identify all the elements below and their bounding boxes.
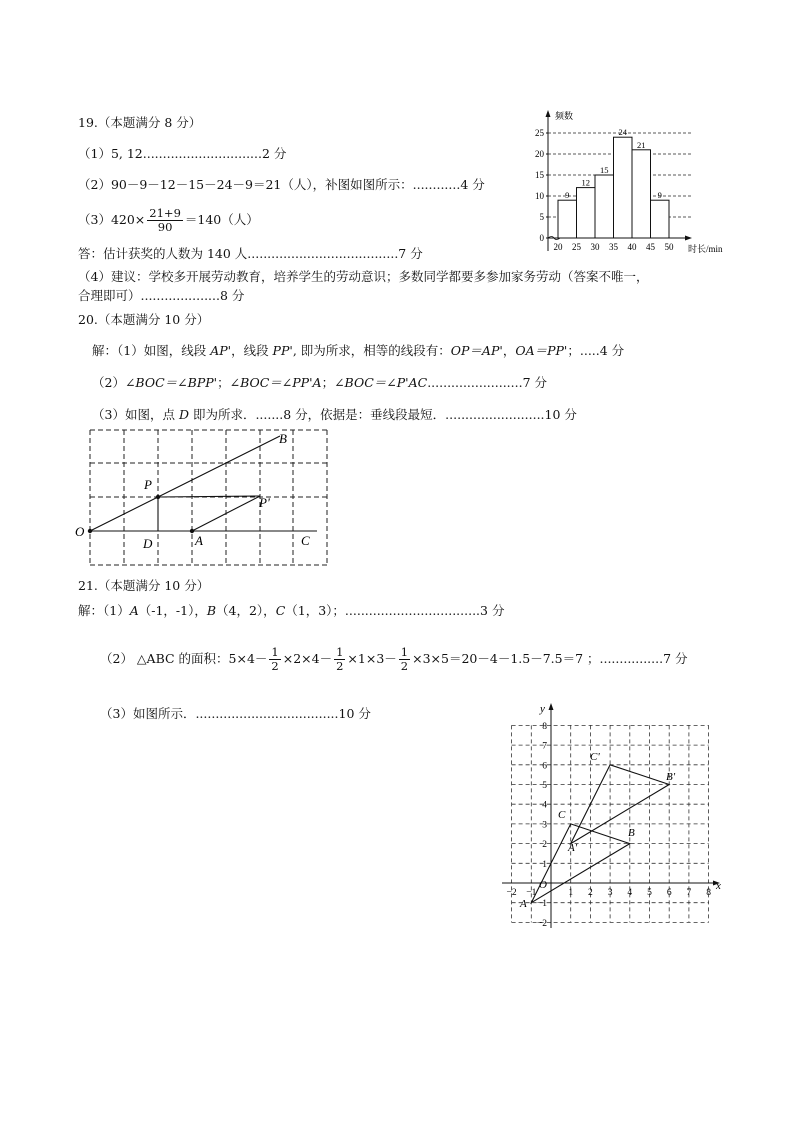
hist-x-tick-label: 45 <box>646 242 655 252</box>
coord-x-tick-label: 8 <box>706 888 711 898</box>
hist-x-tick-label: 40 <box>627 242 637 252</box>
q21-frac-3-num: 1 <box>400 645 409 659</box>
hist-bar-value-label: 9 <box>657 190 662 201</box>
q20-l1-i: ；.....4 分 <box>567 343 625 358</box>
q21-frac-2-den: 2 <box>336 659 344 673</box>
q20-dashed-grid <box>90 430 327 565</box>
coord-x-tick-label: −2 <box>506 888 517 898</box>
coord-y-tick-label: 4 <box>542 800 547 811</box>
q20-l1-c: ，线段 <box>231 343 273 358</box>
hist-x-tick-label: 25 <box>572 242 581 252</box>
q20-l1-g: ， <box>502 343 516 358</box>
q20-line-2 <box>92 375 547 391</box>
q20-l1-a: 解：（1）如图，线段 <box>92 343 211 358</box>
point-O <box>88 529 92 533</box>
q19-line-5: （4）建议：学校多开展劳动教育，培养学生的劳动意识；多数同学都要多参加家务劳动（答案不唯一， <box>78 269 649 284</box>
coord-x-tick-label: −1 <box>526 888 537 898</box>
label-B: B <box>279 431 287 446</box>
hist-bar <box>632 150 651 238</box>
q21-frac-3-den: 2 <box>400 659 409 673</box>
q21-l1-f: C <box>275 603 286 618</box>
coord-origin-label: O <box>539 879 547 891</box>
hist-x-tick-label: 20 <box>553 242 563 252</box>
hist-bar-value-label: 12 <box>581 177 590 188</box>
q21-l1-c: （-1，-1）， <box>138 603 207 618</box>
coord-y-tick-label: 7 <box>542 741 547 752</box>
coord-y-tick-label: 6 <box>542 761 547 772</box>
label-D: D <box>143 536 153 551</box>
q20-l3-b: D <box>178 407 189 422</box>
hist-bar <box>614 137 633 238</box>
q19-frac-num: 21+9 <box>149 206 181 220</box>
hist-y-label: 频数 <box>555 111 574 121</box>
coord-label-B: B <box>628 827 635 839</box>
q21-l2-a: （2） △ABC 的面积：5×4－ <box>100 651 268 666</box>
q19-line-1: （1）5, 12..............................2 分 <box>78 146 287 161</box>
q20-line-3 <box>92 407 577 423</box>
hist-bar-value-label: 21 <box>637 139 646 150</box>
q20-l3-c: 即为所求．.......8 分，依据是：垂线段最短．.........................10 分 <box>188 407 577 422</box>
hist-y-tick-label: 15 <box>535 170 544 180</box>
coord-label-C-prime: C' <box>590 751 600 763</box>
coord-y-label: y <box>540 703 545 715</box>
q20-l2-f: ∠BOC＝∠P'AC <box>334 375 428 390</box>
hist-y-tick-label: 10 <box>535 191 544 201</box>
coord-y-tick-label: 5 <box>542 781 547 791</box>
coord-x-tick-label: 5 <box>647 888 652 898</box>
hist-bar-value-label: 15 <box>600 165 609 175</box>
coord-x-tick-label: 6 <box>666 888 672 898</box>
q20-l1-d: PP' <box>272 343 293 358</box>
q20-line-1 <box>92 343 624 359</box>
q19-line-3-pre: （3）420× <box>78 212 146 227</box>
label-O: O <box>75 524 85 539</box>
q19-line-6: 合理即可）....................8 分 <box>78 288 245 303</box>
q19-line-4: 答：估计获奖的人数为 140 人......................................7 分 <box>78 246 423 261</box>
q21-frac-2-num: 1 <box>336 645 344 659</box>
q21-l1-e: （4，2）， <box>216 603 276 618</box>
q21-line-1 <box>78 603 504 619</box>
q21-frac-1-den: 2 <box>271 659 279 673</box>
q21-header: 21.（本题满分 10 分） <box>78 578 210 593</box>
label-P-prime: P' <box>259 495 270 510</box>
q19-line-3-post: ＝140（人） <box>184 212 259 227</box>
point-A <box>190 529 194 533</box>
coord-y-tick-label: 1 <box>542 859 547 870</box>
q20-l2-g: ........................7 分 <box>427 375 547 390</box>
q21-l1-d: B <box>206 603 217 618</box>
q19-fraction <box>147 207 183 234</box>
label-C: C <box>301 533 310 548</box>
q20-l2-b: ∠BOC＝∠BPP' <box>124 375 218 390</box>
q21-frac-3 <box>399 646 410 673</box>
hist-y-arrow <box>546 110 551 117</box>
ray-OB <box>90 436 280 531</box>
histogram-chart <box>528 108 734 258</box>
coord-y-tick-label: 3 <box>542 820 547 831</box>
q20-l1-b: AP' <box>210 343 232 358</box>
q20-l1-e: , 即为所求，相等的线段有： <box>292 343 451 358</box>
hist-x-tick-label: 30 <box>590 242 600 252</box>
q20-header: 20.（本题满分 10 分） <box>78 312 210 327</box>
hist-y-tick-label: 5 <box>539 212 544 222</box>
hist-bar-value-label: 24 <box>618 127 627 138</box>
coord-y-arrow <box>549 703 554 710</box>
q21-coordinate-grid <box>498 700 726 932</box>
q19-frac-den: 90 <box>157 220 173 234</box>
hist-bar-value-label: 9 <box>565 190 570 201</box>
q21-l1-g: （1，3）；..................................3 分 <box>285 603 505 618</box>
label-P: P <box>144 477 152 492</box>
coord-label-A-prime: A' <box>568 842 578 854</box>
hist-y-tick-label: 0 <box>539 233 544 243</box>
q20-l3-a: （3）如图，点 <box>92 407 179 422</box>
q20-l2-c: ； <box>217 375 230 390</box>
coord-x-tick-label: 1 <box>568 888 574 898</box>
q20-l1-h: OA＝PP' <box>515 343 568 358</box>
coord-x-tick-label: 7 <box>686 888 692 898</box>
q20-l2-e: ； <box>321 375 335 390</box>
q19-line-2: （2）90－9－12－15－24－9＝21（人），补图如图所示：............4 分 <box>78 177 485 192</box>
hist-x-tick-label: 50 <box>664 242 674 252</box>
coord-label-B-prime: B' <box>666 771 676 783</box>
q21-l1-b: A <box>129 603 139 618</box>
point-P <box>156 495 160 499</box>
q20-l2-d: ∠BOC＝∠PP'A <box>229 375 322 390</box>
q19-header: 19.（本题满分 8 分） <box>78 115 202 130</box>
q21-l2-c: ×1×3－ <box>347 651 397 666</box>
hist-y-tick-label: 25 <box>535 128 544 138</box>
q21-frac-1-num: 1 <box>271 645 279 659</box>
coord-x-tick-label: 3 <box>607 888 613 898</box>
coord-y-tick-label: −1 <box>536 899 547 910</box>
coord-x-label: x <box>716 880 721 892</box>
segment-AP-prime <box>192 496 260 531</box>
coord-label-A: A <box>520 898 527 910</box>
hist-bar <box>558 200 577 238</box>
q19-line-3 <box>78 203 259 237</box>
coord-x-tick-label: 2 <box>588 888 593 898</box>
hist-bar <box>651 200 670 238</box>
coord-y-tick-label: 8 <box>542 721 547 732</box>
q20-l1-f: OP＝AP' <box>450 343 503 358</box>
q21-frac-2 <box>334 646 345 673</box>
q21-line-2 <box>100 642 688 676</box>
q21-l2-b: ×2×4－ <box>282 651 333 666</box>
q21-frac-1 <box>269 646 280 673</box>
coord-y-tick-label: 2 <box>542 840 547 851</box>
label-A: A <box>195 533 203 548</box>
q21-line-3: （3）如图所示．....................................10 分 <box>100 706 371 721</box>
coord-label-C: C <box>558 809 566 821</box>
coord-x-tick-label: 4 <box>627 888 633 898</box>
q21-l1-a: 解：（1） <box>78 603 130 618</box>
hist-x-tick-label: 35 <box>609 242 618 252</box>
hist-y-tick-label: 20 <box>535 149 544 159</box>
q21-l2-d: ×3×5＝20－4－1.5－7.5＝7 ；................7 分 <box>412 651 688 666</box>
q20-grid-figure <box>72 424 342 570</box>
q20-l2-a: （2） <box>92 375 125 390</box>
hist-bar <box>595 175 614 238</box>
hist-bar <box>577 188 596 238</box>
hist-x-arrow <box>685 236 692 241</box>
coord-y-tick-label: −2 <box>536 918 547 929</box>
hist-x-label: 时长/min <box>688 244 723 254</box>
